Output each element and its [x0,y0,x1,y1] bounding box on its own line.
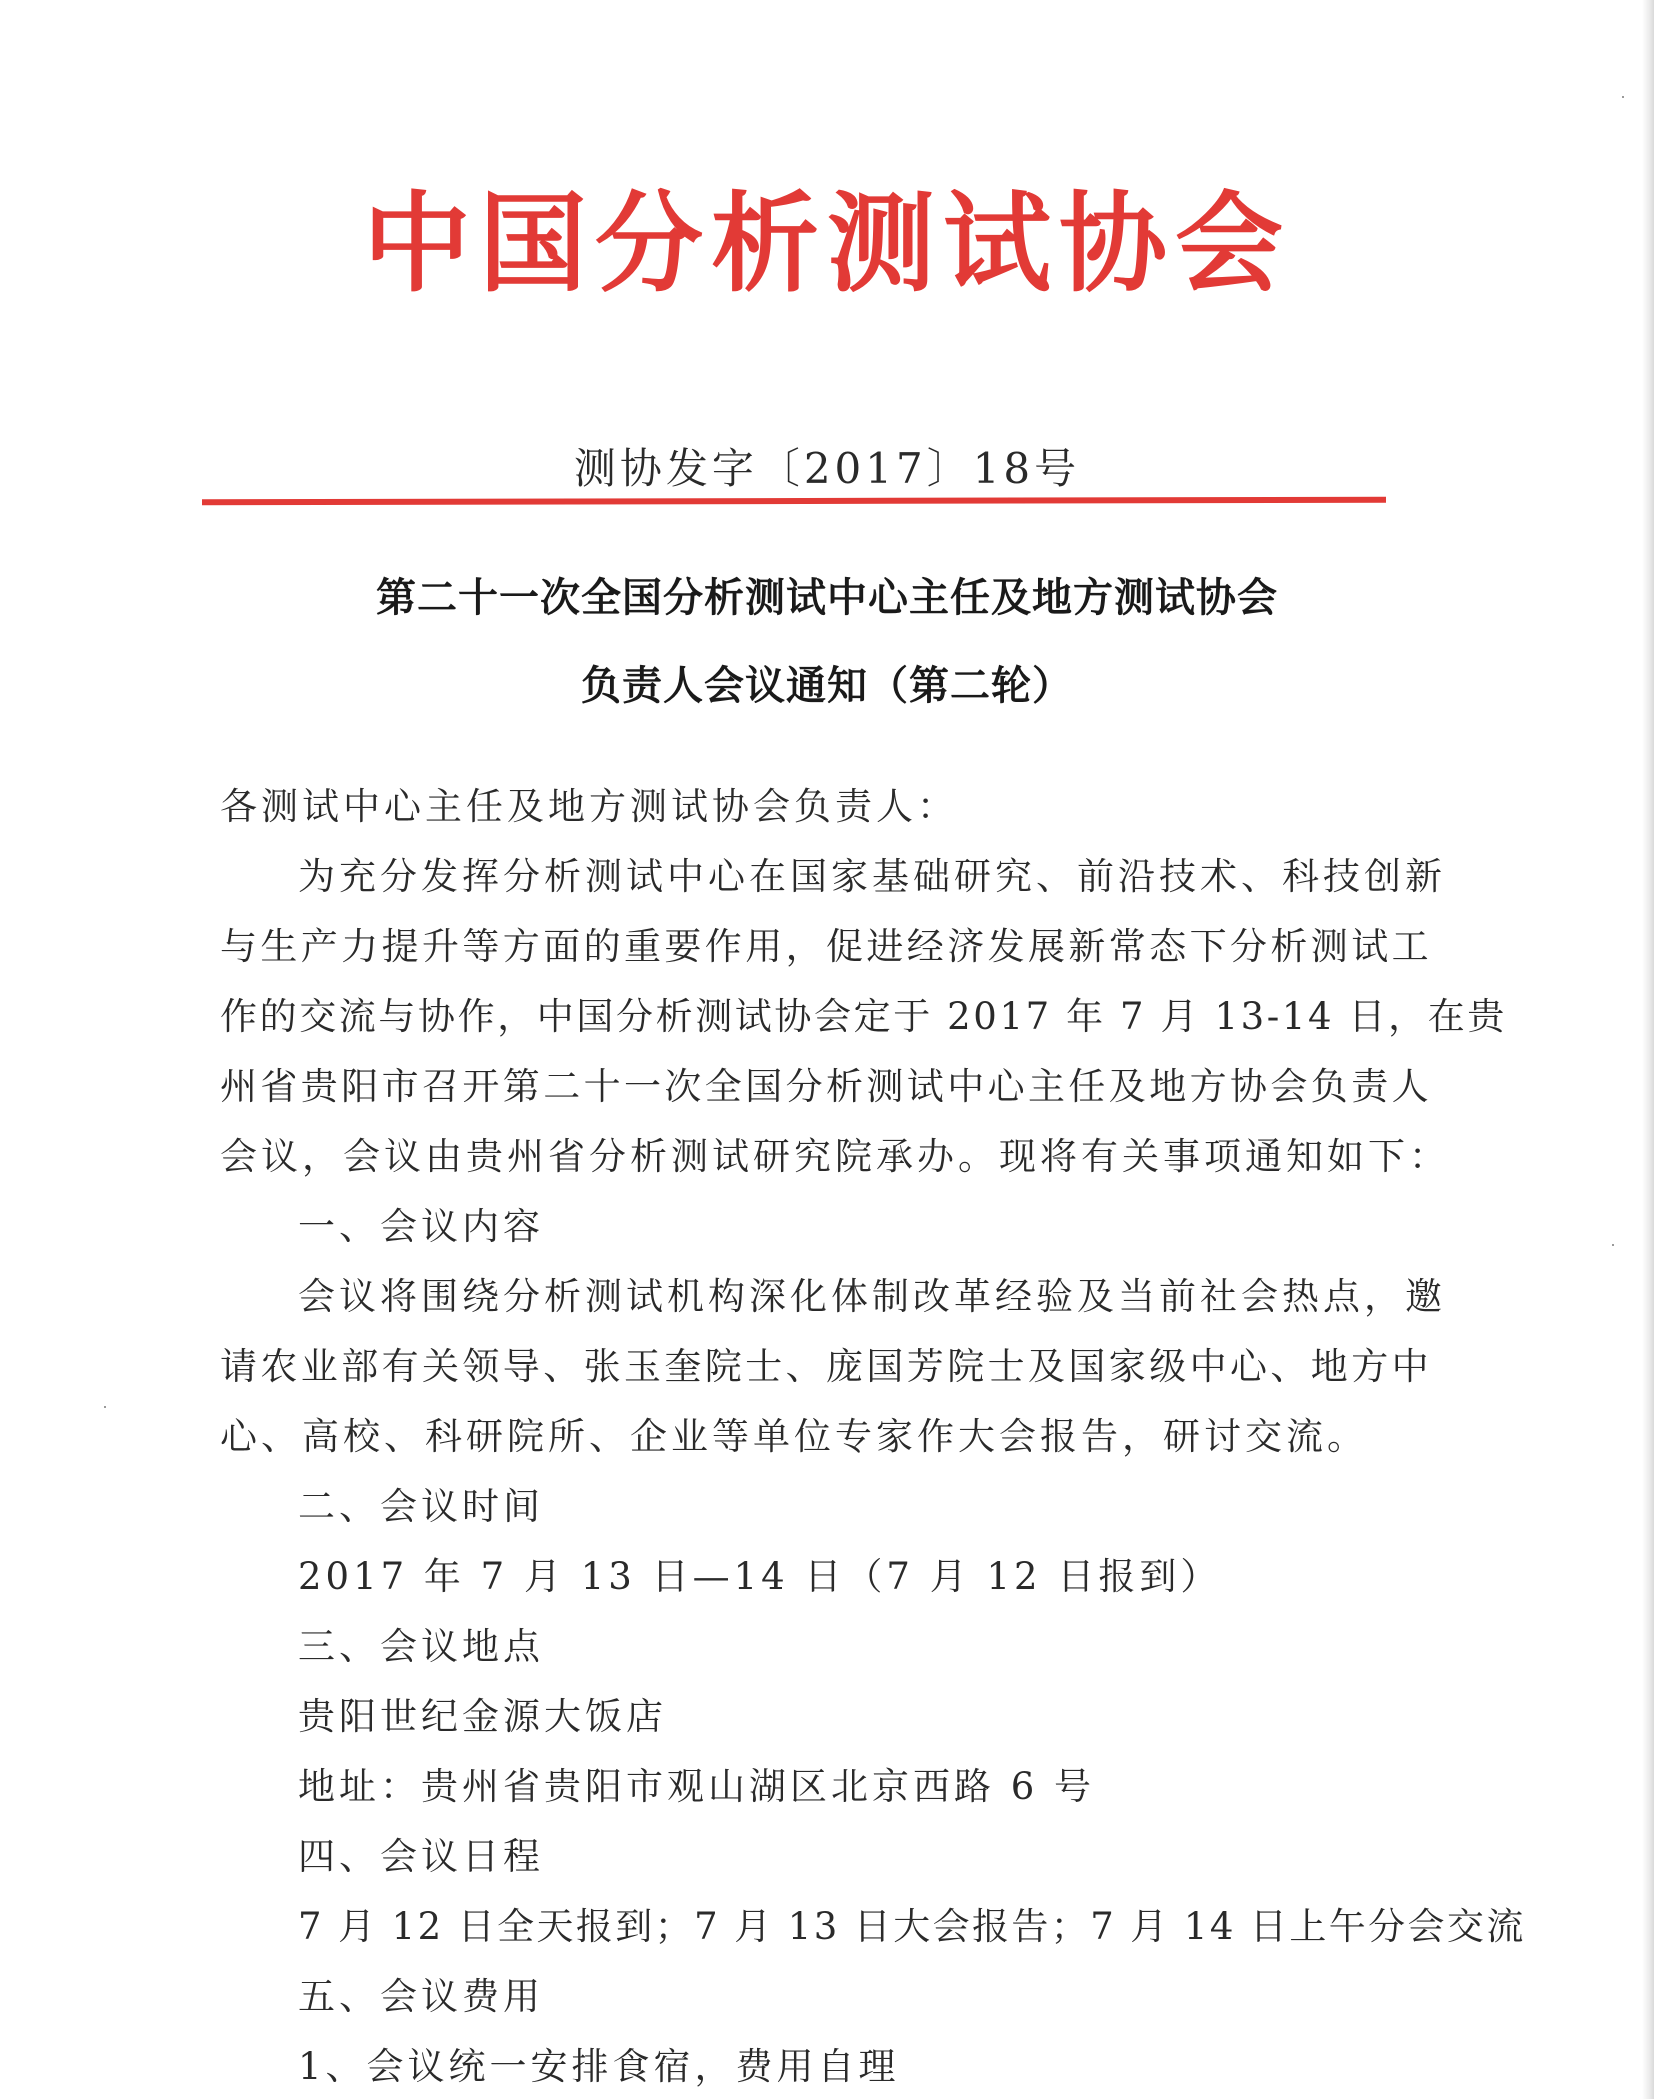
scan-speck [1622,96,1624,98]
section-line: 地址：贵州省贵阳市观山湖区北京西路 6 号 [298,1765,1096,1808]
section-line: 请农业部有关领导、张玉奎院士、庞国芳院士及国家级中心、地方中 [220,1345,1432,1388]
section-heading: 三、会议地点 [298,1625,544,1668]
scan-speck [1612,1244,1614,1246]
document-number: 测协发字〔2017〕18号 [573,444,1081,493]
section-line: 心、高校、科研院所、企业等单位专家作大会报告，研讨交流。 [220,1415,1368,1458]
scan-shadow-edge [1642,0,1654,2099]
letterhead-red-rule [202,497,1386,505]
notice-title-line-1: 第二十一次全国分析测试中心主任及地方测试协会 [376,575,1278,621]
section-line: 2017 年 7 月 13 日—14 日（7 月 12 日报到） [298,1555,1222,1598]
section-line: 1、会议统一安排食宿，费用自理 [298,2045,900,2088]
section-line: 7 月 12 日全天报到；7 月 13 日大会报告；7 月 14 日上午分会交流 [298,1905,1526,1948]
section-line: 会议将围绕分析测试机构深化体制改革经验及当前社会热点，邀 [298,1275,1446,1318]
section-heading: 二、会议时间 [298,1485,544,1528]
intro-line: 会议，会议由贵州省分析测试研究院承办。现将有关事项通知如下： [220,1135,1450,1178]
section-heading: 四、会议日程 [298,1835,544,1878]
intro-line: 为充分发挥分析测试中心在国家基础研究、前沿技术、科技创新 [298,855,1446,898]
scan-speck [104,1406,106,1408]
notice-title-line-2: 负责人会议通知（第二轮） [581,663,1073,709]
section-heading: 一、会议内容 [298,1205,544,1248]
section-line: 贵阳世纪金源大饭店 [298,1695,667,1738]
intro-line: 州省贵阳市召开第二十一次全国分析测试中心主任及地方协会负责人 [220,1065,1432,1108]
intro-line: 作的交流与协作，中国分析测试协会定于 2017 年 7 月 13-14 日，在贵 [220,995,1507,1038]
salutation: 各测试中心主任及地方测试协会负责人： [220,785,958,828]
section-heading: 五、会议费用 [298,1975,544,2018]
intro-line: 与生产力提升等方面的重要作用，促进经济发展新常态下分析测试工 [220,925,1432,968]
letterhead-organization: 中国分析测试协会 [362,181,1291,307]
